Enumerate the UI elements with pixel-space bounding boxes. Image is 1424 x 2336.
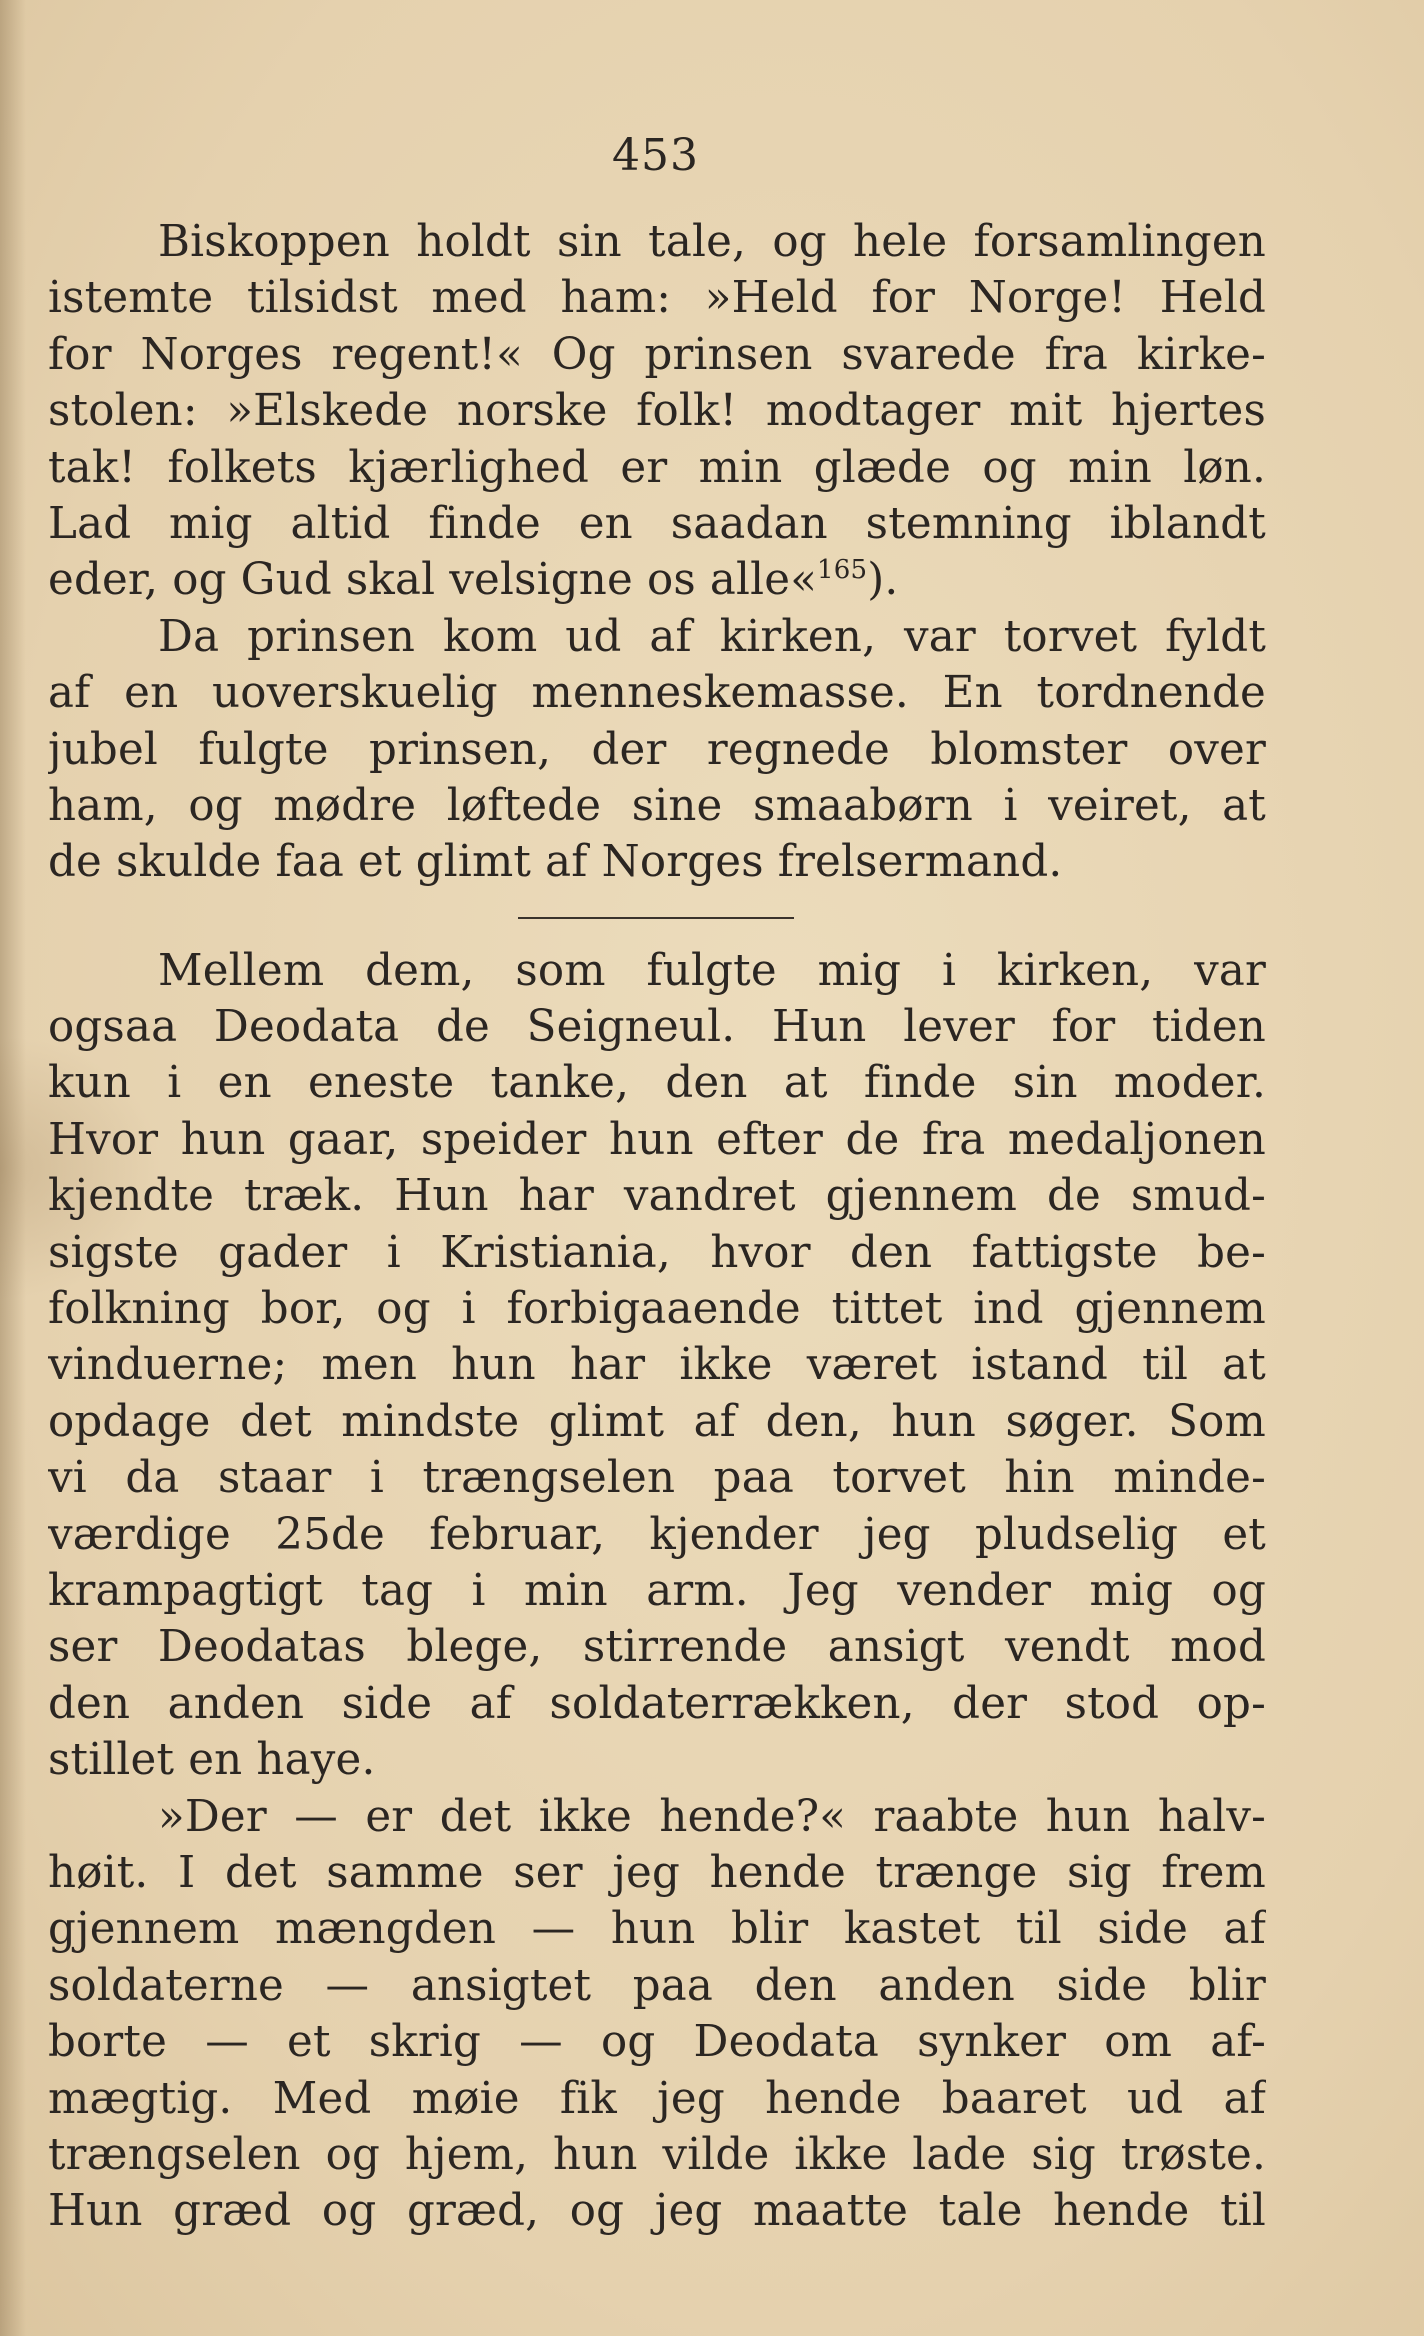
text-line: trængselen og hjem, hun vilde ikke lade sig trøste.	[48, 2129, 1266, 2180]
text-line: vinduerne; men hun har ikke været istand til at	[48, 1340, 1266, 1391]
text-line: tak! folkets kjærlighed er min glæde og min løn.	[48, 442, 1266, 493]
text-line: »Der — er det ikke hende?« raabte hun halv-	[158, 1791, 1266, 1842]
text-line: mægtig. Med møie fik jeg hende baaret ud af	[48, 2073, 1266, 2124]
footnote-reference: 165	[817, 555, 868, 586]
text-line: Da prinsen kom ud af kirken, var torvet fyldt	[158, 611, 1266, 662]
text-line: den anden side af soldaterrækken, der stod op-	[48, 1678, 1266, 1729]
text-line: soldaterne — ansigtet paa den anden side blir	[48, 1960, 1266, 2011]
text-line: ogsaa Deodata de Seigneul. Hun lever for tiden	[48, 1002, 1266, 1053]
text-line: for Norges regent!« Og prinsen svarede fra kirke-	[48, 329, 1266, 380]
paragraph-4	[48, 1789, 1266, 2240]
text-line: sigste gader i Kristiania, hvor den fattigste be-	[48, 1227, 1266, 1278]
text-line: vi da staar i trængselen paa torvet hin minde-	[48, 1453, 1266, 1504]
text-line-main: eder, og Gud skal velsigne os alle«	[48, 555, 818, 606]
text-line: de skulde faa et glimt af Norges frelsermand.	[48, 837, 1063, 888]
text-line: Biskoppen holdt sin tale, og hele forsamlingen	[158, 217, 1266, 267]
page-number: 453	[612, 130, 699, 181]
paragraph-2	[48, 609, 1266, 891]
text-line: ham, og mødre løftede sine smaabørn i veiret, at	[48, 780, 1266, 831]
text-line-tail: ).	[867, 555, 899, 606]
paragraph-1	[48, 214, 1266, 609]
text-line: gjennem mængden — hun blir kastet til side af	[48, 1904, 1266, 1955]
text-line: Hun græd og græd, og jeg maatte tale hende til	[48, 2186, 1266, 2237]
text-line: kjendte træk. Hun har vandret gjennem de smud-	[48, 1171, 1266, 1222]
text-line: høit. I det samme ser jeg hende trænge sig frem	[48, 1847, 1266, 1898]
text-line: borte — et skrig — og Deodata synker om af-	[48, 2017, 1266, 2068]
text-line: stolen: »Elskede norske folk! modtager mit hjertes	[48, 386, 1266, 437]
text-line: Lad mig altid finde en saadan stemning iblandt	[48, 498, 1266, 549]
paragraph-3	[48, 943, 1266, 1789]
text-line: af en uoverskuelig menneskemasse. En tordnende	[48, 668, 1266, 719]
text-line: folkning bor, og i forbigaaende tittet ind gjennem	[48, 1284, 1266, 1335]
text-line: kun i en eneste tanke, den at finde sin moder.	[48, 1058, 1266, 1109]
text-body	[48, 214, 1266, 2240]
text-line: ser Deodatas blege, stirrende ansigt vendt mod	[48, 1622, 1266, 1673]
text-line: værdige 25de februar, kjender jeg pludselig et	[48, 1509, 1266, 1560]
text-line: stillet en haye.	[48, 1735, 376, 1786]
text-line: opdage det mindste glimt af den, hun søger. Som	[48, 1396, 1266, 1447]
text-line: Mellem dem, som fulgte mig i kirken, var	[158, 945, 1266, 996]
text-line: jubel fulgte prinsen, der regnede blomster over	[48, 724, 1266, 775]
text-line: istemte tilsidst med ham: »Held for Norge! Held	[48, 273, 1266, 324]
text-line: Hvor hun gaar, speider hun efter de fra medaljonen	[48, 1114, 1266, 1165]
section-separator	[518, 917, 794, 919]
text-line	[48, 552, 1266, 608]
page-edge-shadow	[0, 0, 26, 2336]
text-line: krampagtigt tag i min arm. Jeg vender mig og	[48, 1565, 1266, 1616]
